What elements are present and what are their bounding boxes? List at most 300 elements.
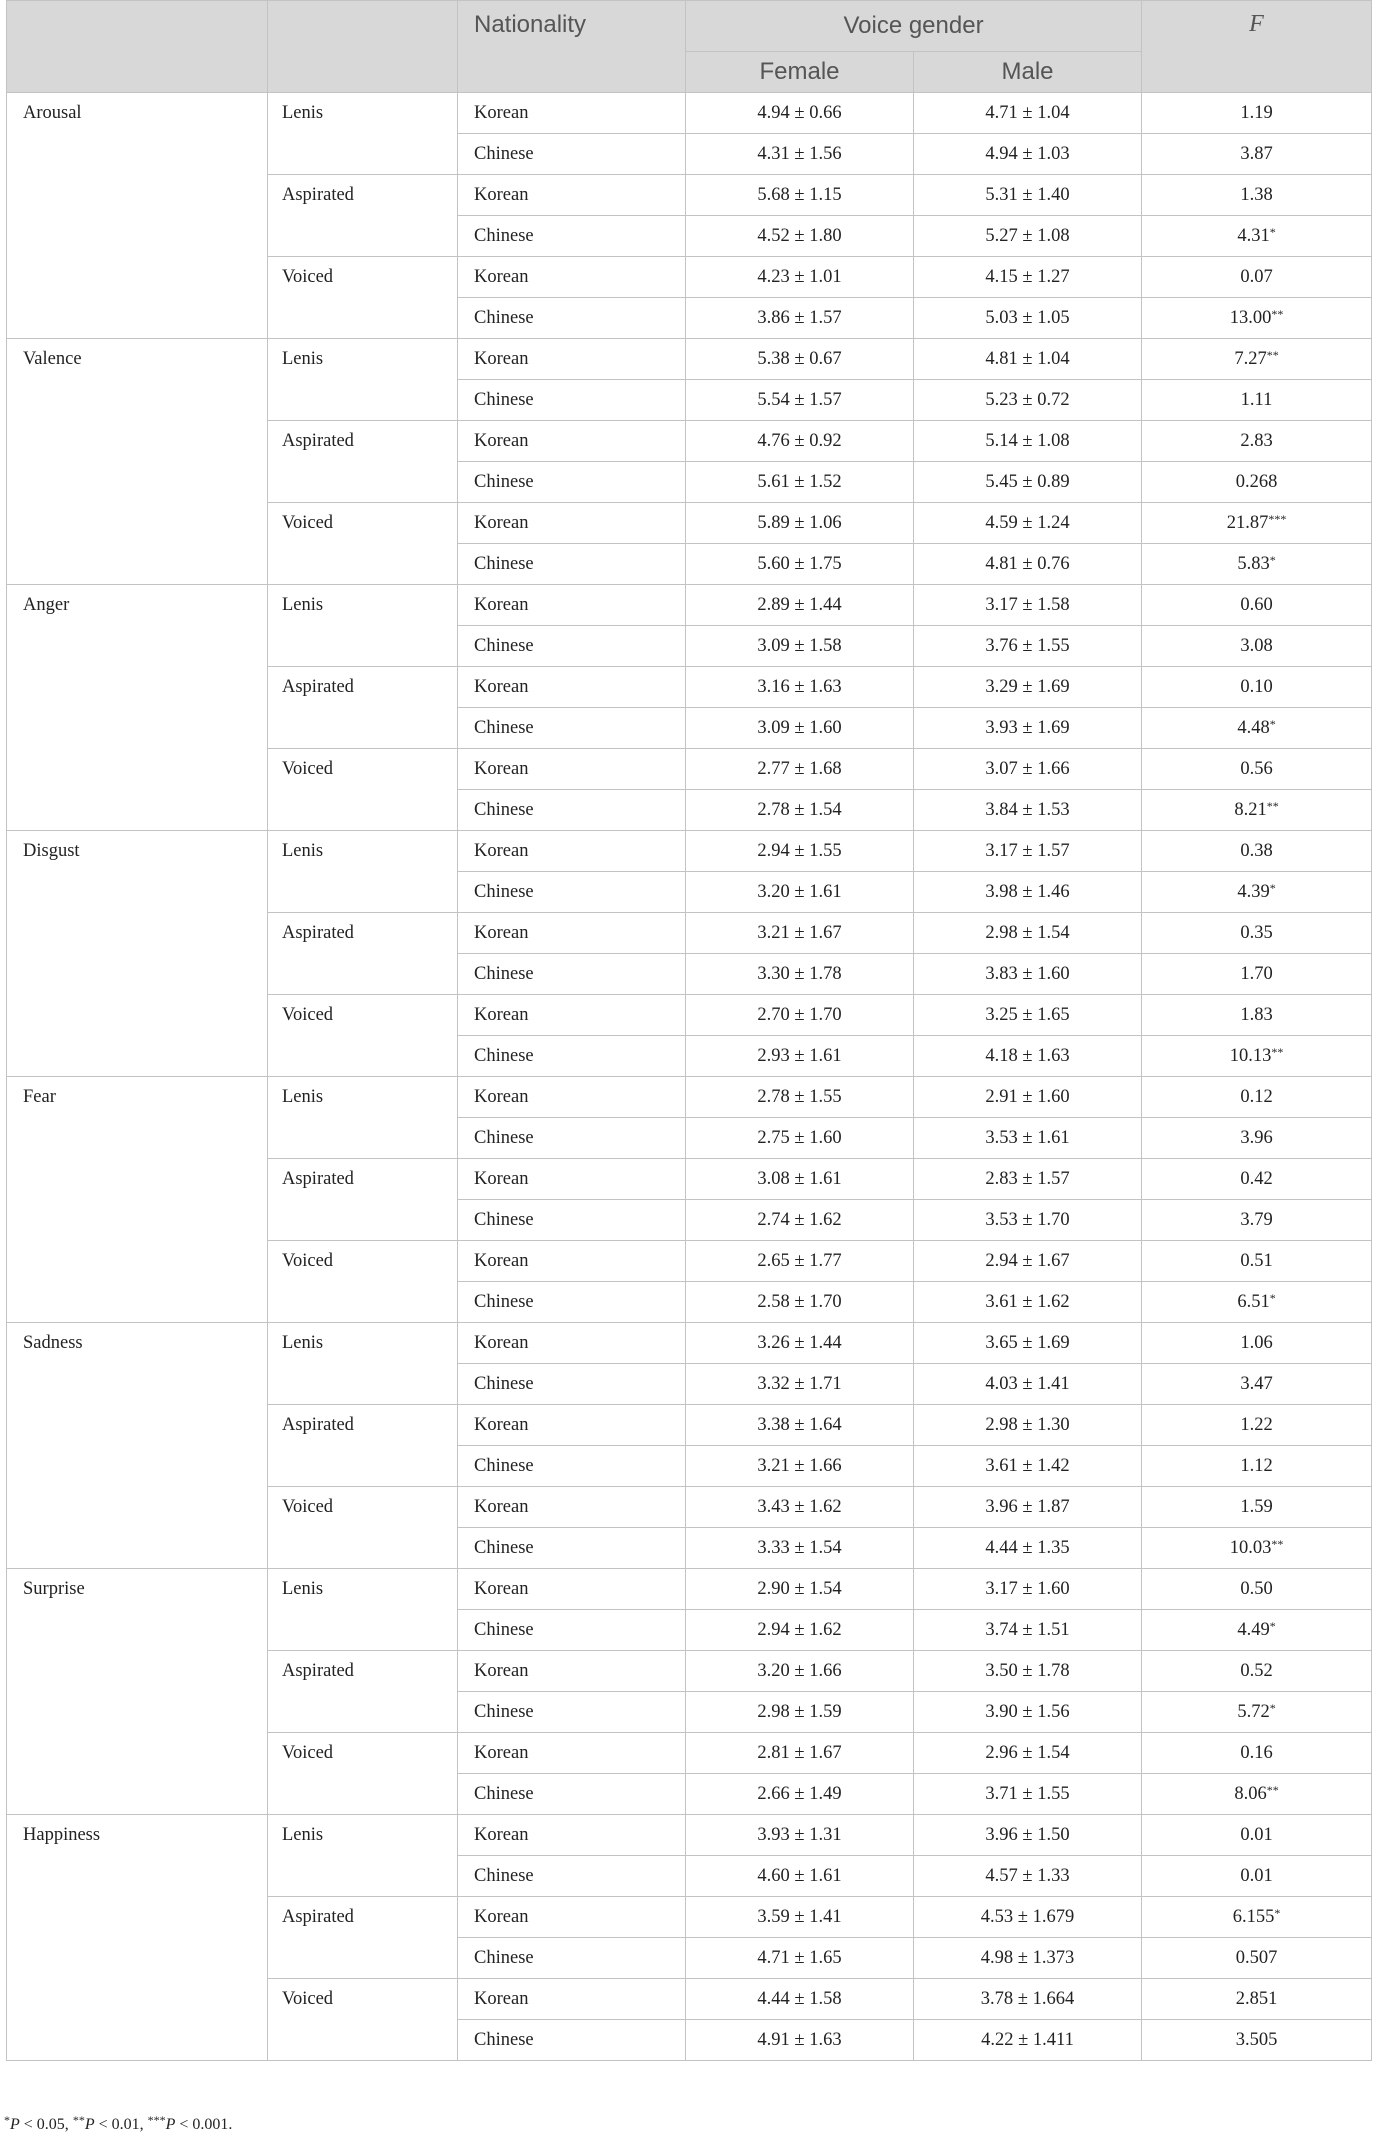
male-score-value: 3.90 ± 1.56 [985,1702,1070,1722]
emotion-label: Sadness [23,1333,83,1353]
male-score-cell [914,1774,1142,1815]
f-statistic-cell [1142,257,1372,298]
female-score-value: 2.90 ± 1.54 [757,1579,842,1599]
f-statistic-cell [1142,667,1372,708]
f-statistic-container [1142,1487,1371,1517]
consonant-type-cell [268,749,458,831]
f-statistic-value: 1.59 [1240,1497,1273,1517]
f-statistic-container [1142,1897,1371,1927]
f-statistic-cell [1142,1651,1372,1692]
male-score-cell [914,421,1142,462]
emotion-cell [7,831,268,1077]
nationality-cell [458,1610,686,1651]
f-statistic-value: 4.49 [1237,1620,1270,1640]
female-score-value: 2.78 ± 1.55 [757,1087,842,1107]
f-statistic-value: 3.505 [1235,2030,1278,2050]
male-score-value: 2.98 ± 1.54 [985,923,1070,943]
nationality-cell [458,790,686,831]
consonant-type-label: Aspirated [282,1907,354,1927]
female-score-cell [686,1979,914,2020]
nationality-cell [458,93,686,134]
female-score-value: 2.66 ± 1.49 [757,1784,842,1804]
female-score-cell [686,1364,914,1405]
nationality-cell [458,1241,686,1282]
header-emotion-blank [7,1,268,93]
male-score-value: 3.17 ± 1.60 [985,1579,1070,1599]
nationality-value: Korean [474,1989,529,2009]
f-statistic-value: 0.268 [1235,472,1278,492]
f-statistic-value: 6.51 [1237,1292,1270,1312]
consonant-type-label: Voiced [282,1005,334,1025]
f-statistic-container [1142,298,1371,328]
male-score-value: 3.65 ± 1.69 [985,1333,1070,1353]
male-score-value: 3.74 ± 1.51 [985,1620,1070,1640]
f-statistic-value: 3.08 [1240,636,1273,656]
nationality-cell [458,1569,686,1610]
nationality-value: Korean [474,1005,529,1025]
f-statistic-container [1142,1364,1371,1394]
male-score-value: 4.71 ± 1.04 [985,103,1070,123]
nationality-cell [458,503,686,544]
female-score-cell [686,667,914,708]
female-score-cell [686,749,914,790]
nationality-value: Korean [474,267,529,287]
f-statistic-cell [1142,1118,1372,1159]
f-statistic-cell [1142,749,1372,790]
nationality-cell [458,749,686,790]
emotion-cell [7,1323,268,1569]
male-score-value: 3.96 ± 1.50 [985,1825,1070,1845]
f-statistic-cell [1142,1446,1372,1487]
nationality-value: Chinese [474,1374,534,1394]
header-f-statistic: F [1142,1,1372,93]
male-score-value: 2.96 ± 1.54 [985,1743,1070,1763]
female-score-value: 3.38 ± 1.64 [757,1415,842,1435]
female-score-value: 3.33 ± 1.54 [757,1538,842,1558]
nationality-value: Chinese [474,1620,534,1640]
significance-marker: * [1269,225,1276,239]
emotion-cell [7,1815,268,2061]
male-score-value: 2.94 ± 1.67 [985,1251,1070,1271]
consonant-type-label: Lenis [282,349,324,369]
nationality-value: Chinese [474,1128,534,1148]
nationality-value: Chinese [474,1538,534,1558]
consonant-type-cell [268,831,458,913]
f-statistic-container [1142,2020,1371,2050]
footnote-p-1: P [10,2116,20,2133]
nationality-cell [458,626,686,667]
male-score-value: 4.53 ± 1.679 [980,1907,1075,1927]
nationality-cell [458,175,686,216]
consonant-type-cell [268,1241,458,1323]
nationality-cell [458,216,686,257]
female-score-value: 3.21 ± 1.67 [757,923,842,943]
nationality-cell [458,1323,686,1364]
male-score-cell [914,872,1142,913]
f-statistic-value: 0.56 [1240,759,1273,779]
nationality-value: Korean [474,759,529,779]
nationality-cell [458,2020,686,2061]
nationality-cell [458,667,686,708]
f-statistic-container [1142,1036,1371,1066]
female-score-value: 3.08 ± 1.61 [757,1169,842,1189]
female-score-value: 3.20 ± 1.61 [757,882,842,902]
f-statistic-value: 4.31 [1237,226,1270,246]
male-score-value: 4.81 ± 0.76 [985,554,1070,574]
male-score-cell [914,790,1142,831]
f-statistic-value: 0.51 [1240,1251,1273,1271]
f-statistic-container [1142,831,1371,861]
male-score-cell [914,749,1142,790]
consonant-type-cell [268,1979,458,2061]
female-score-value: 2.70 ± 1.70 [757,1005,842,1025]
consonant-type-label: Aspirated [282,677,354,697]
f-statistic-cell [1142,1610,1372,1651]
f-statistic-value: 0.01 [1240,1866,1273,1886]
consonant-type-cell [268,1323,458,1405]
f-statistic-value: 1.11 [1240,390,1273,410]
f-statistic-value: 0.12 [1240,1087,1273,1107]
consonant-type-cell [268,339,458,421]
nationality-cell [458,421,686,462]
male-score-value: 3.61 ± 1.62 [985,1292,1070,1312]
male-score-cell [914,831,1142,872]
consonant-type-label: Voiced [282,1743,334,1763]
f-statistic-value: 8.21 [1234,800,1267,820]
f-statistic-value: 3.96 [1240,1128,1273,1148]
male-score-cell [914,1897,1142,1938]
f-statistic-container [1142,462,1371,492]
footnote-text-1: < 0.05, [19,2116,73,2133]
f-statistic-container [1142,1856,1371,1886]
male-score-value: 5.03 ± 1.05 [985,308,1070,328]
male-score-value: 3.25 ± 1.65 [985,1005,1070,1025]
table-row [7,585,1372,626]
male-score-value: 4.18 ± 1.63 [985,1046,1070,1066]
female-score-value: 2.75 ± 1.60 [757,1128,842,1148]
nationality-cell [458,1200,686,1241]
male-score-cell [914,1323,1142,1364]
nationality-value: Korean [474,1579,529,1599]
significance-marker: ** [1266,348,1279,362]
nationality-value: Korean [474,841,529,861]
male-score-cell [914,1692,1142,1733]
female-score-cell [686,1323,914,1364]
f-statistic-container [1142,995,1371,1025]
f-statistic-cell [1142,1364,1372,1405]
male-score-cell [914,1364,1142,1405]
consonant-type-cell [268,1159,458,1241]
f-statistic-cell [1142,462,1372,503]
f-statistic-container [1142,1815,1371,1845]
male-score-value: 4.94 ± 1.03 [985,144,1070,164]
nationality-cell [458,1897,686,1938]
female-score-value: 5.61 ± 1.52 [757,472,842,492]
male-score-value: 3.53 ± 1.61 [985,1128,1070,1148]
f-statistic-container [1142,749,1371,779]
f-statistic-value: 3.87 [1240,144,1273,164]
emotion-cell [7,1077,268,1323]
female-score-value: 3.43 ± 1.62 [757,1497,842,1517]
f-statistic-value: 10.03 [1229,1538,1272,1558]
female-score-value: 4.44 ± 1.58 [757,1989,842,2009]
f-statistic-cell [1142,1692,1372,1733]
emotion-label: Anger [23,595,70,615]
nationality-cell [458,380,686,421]
f-statistic-container [1142,134,1371,164]
nationality-value: Korean [474,1743,529,1763]
male-score-cell [914,1733,1142,1774]
female-score-cell [686,708,914,749]
male-score-cell [914,339,1142,380]
male-score-cell [914,1118,1142,1159]
consonant-type-label: Aspirated [282,431,354,451]
f-statistic-container [1142,503,1371,533]
nationality-cell [458,1487,686,1528]
nationality-value: Chinese [474,472,534,492]
male-score-cell [914,1610,1142,1651]
f-statistic-container [1142,1282,1371,1312]
male-score-cell [914,667,1142,708]
f-statistic-container [1142,1446,1371,1476]
female-score-value: 5.89 ± 1.06 [757,513,842,533]
significance-marker: ** [1271,1537,1284,1551]
f-statistic-value: 0.16 [1240,1743,1273,1763]
female-score-value: 2.74 ± 1.62 [757,1210,842,1230]
male-score-value: 3.17 ± 1.57 [985,841,1070,861]
significance-marker: ** [1271,307,1284,321]
footnote-sig-2: ** [72,2113,85,2127]
f-statistic-cell [1142,1282,1372,1323]
female-score-value: 4.76 ± 0.92 [757,431,842,451]
female-score-cell [686,2020,914,2061]
female-score-cell [686,1897,914,1938]
significance-footnote [4,2113,233,2134]
table-container [6,0,1371,2061]
f-statistic-container [1142,1569,1371,1599]
male-score-value: 4.22 ± 1.411 [981,2030,1074,2050]
nationality-value: Korean [474,1825,529,1845]
f-statistic-value: 1.06 [1240,1333,1273,1353]
consonant-type-label: Aspirated [282,185,354,205]
female-score-cell [686,1651,914,1692]
f-statistic-cell [1142,1487,1372,1528]
nationality-value: Chinese [474,554,534,574]
significance-marker: * [1274,1906,1281,1920]
nationality-value: Korean [474,513,529,533]
nationality-value: Korean [474,1087,529,1107]
female-score-cell [686,585,914,626]
consonant-type-label: Voiced [282,267,334,287]
male-score-cell [914,1938,1142,1979]
f-statistic-cell [1142,913,1372,954]
nationality-cell [458,1774,686,1815]
significance-marker: * [1269,553,1276,567]
female-score-value: 4.60 ± 1.61 [757,1866,842,1886]
female-score-cell [686,790,914,831]
f-statistic-value: 8.06 [1234,1784,1267,1804]
f-statistic-container [1142,1323,1371,1353]
f-statistic-container [1142,790,1371,820]
consonant-type-cell [268,503,458,585]
male-score-cell [914,216,1142,257]
consonant-type-label: Lenis [282,841,324,861]
f-statistic-container [1142,872,1371,902]
f-statistic-container [1142,954,1371,984]
nationality-value: Korean [474,1333,529,1353]
footnote-sig-3: *** [147,2113,166,2127]
female-score-value: 3.16 ± 1.63 [757,677,842,697]
male-score-cell [914,1241,1142,1282]
male-score-value: 3.78 ± 1.664 [980,1989,1075,2009]
f-statistic-value: 10.13 [1229,1046,1272,1066]
f-statistic-container [1142,1528,1371,1558]
nationality-cell [458,954,686,995]
nationality-cell [458,708,686,749]
nationality-cell [458,1364,686,1405]
f-statistic-value: 3.47 [1240,1374,1273,1394]
nationality-value: Korean [474,595,529,615]
male-score-value: 3.84 ± 1.53 [985,800,1070,820]
f-statistic-cell [1142,1897,1372,1938]
significance-marker: * [1269,717,1276,731]
f-statistic-value: 0.10 [1240,677,1273,697]
f-statistic-container [1142,216,1371,246]
consonant-type-cell [268,1897,458,1979]
female-score-value: 4.52 ± 1.80 [757,226,842,246]
consonant-type-label: Aspirated [282,1415,354,1435]
f-statistic-cell [1142,1938,1372,1979]
f-statistic-cell [1142,2020,1372,2061]
male-score-value: 3.29 ± 1.69 [985,677,1070,697]
female-score-value: 3.21 ± 1.66 [757,1456,842,1476]
significance-marker: * [1269,1291,1276,1305]
nationality-cell [458,1528,686,1569]
nationality-cell [458,995,686,1036]
male-score-value: 3.83 ± 1.60 [985,964,1070,984]
male-score-cell [914,134,1142,175]
male-score-value: 4.59 ± 1.24 [985,513,1070,533]
female-score-cell [686,831,914,872]
emotion-cell [7,93,268,339]
nationality-cell [458,1733,686,1774]
f-statistic-cell [1142,1405,1372,1446]
male-score-value: 5.27 ± 1.08 [985,226,1070,246]
f-statistic-container [1142,93,1371,123]
female-score-cell [686,1774,914,1815]
female-score-cell [686,1077,914,1118]
nationality-value: Korean [474,1415,529,1435]
footnote-p-2: P [84,2116,95,2133]
female-score-value: 3.30 ± 1.78 [757,964,842,984]
header-nationality: Nationality [458,1,686,93]
header-type-blank [268,1,458,93]
table-header [7,1,1372,93]
nationality-cell [458,298,686,339]
female-score-cell [686,1733,914,1774]
female-score-value: 3.09 ± 1.58 [757,636,842,656]
nationality-value: Korean [474,431,529,451]
female-score-cell [686,1569,914,1610]
f-statistic-cell [1142,421,1372,462]
male-score-cell [914,1487,1142,1528]
nationality-value: Korean [474,1497,529,1517]
emotion-label: Fear [23,1087,56,1107]
f-statistic-cell [1142,380,1372,421]
f-statistic-container [1142,257,1371,287]
nationality-value: Korean [474,1907,529,1927]
female-score-value: 3.09 ± 1.60 [757,718,842,738]
emotion-cell [7,339,268,585]
f-statistic-cell [1142,1528,1372,1569]
nationality-value: Korean [474,1661,529,1681]
male-score-cell [914,298,1142,339]
female-score-value: 4.94 ± 0.66 [757,103,842,123]
nationality-cell [458,134,686,175]
f-statistic-container [1142,667,1371,697]
male-score-cell [914,708,1142,749]
f-statistic-container [1142,1774,1371,1804]
female-score-cell [686,954,914,995]
female-score-value: 5.68 ± 1.15 [757,185,842,205]
nationality-cell [458,1405,686,1446]
female-score-cell [686,503,914,544]
consonant-type-label: Voiced [282,1989,334,2009]
nationality-value: Chinese [474,800,534,820]
f-statistic-value: 0.60 [1240,595,1273,615]
nationality-cell [458,1938,686,1979]
nationality-value: Chinese [474,882,534,902]
male-score-value: 4.15 ± 1.27 [985,267,1070,287]
male-score-cell [914,1159,1142,1200]
male-score-cell [914,1282,1142,1323]
male-score-value: 3.53 ± 1.70 [985,1210,1070,1230]
consonant-type-cell [268,667,458,749]
table-row [7,339,1372,380]
emotion-cell [7,585,268,831]
consonant-type-label: Lenis [282,1579,324,1599]
male-score-cell [914,1528,1142,1569]
footnote-p-3: P [165,2116,176,2133]
male-score-value: 4.57 ± 1.33 [985,1866,1070,1886]
male-score-value: 5.45 ± 0.89 [985,472,1070,492]
female-score-value: 4.31 ± 1.56 [757,144,842,164]
male-score-value: 4.98 ± 1.373 [980,1948,1075,1968]
consonant-type-cell [268,175,458,257]
female-score-cell [686,1938,914,1979]
female-score-cell [686,1856,914,1897]
f-statistic-container [1142,1733,1371,1763]
table-row [7,831,1372,872]
female-score-cell [686,175,914,216]
male-score-cell [914,1036,1142,1077]
f-statistic-cell [1142,585,1372,626]
nationality-cell [458,1651,686,1692]
female-score-cell [686,1692,914,1733]
nationality-value: Chinese [474,1948,534,1968]
f-statistic-cell [1142,872,1372,913]
female-score-cell [686,257,914,298]
f-statistic-container [1142,339,1371,369]
nationality-value: Chinese [474,144,534,164]
male-score-cell [914,626,1142,667]
nationality-cell [458,462,686,503]
male-score-value: 3.71 ± 1.55 [985,1784,1070,1804]
nationality-value: Chinese [474,1866,534,1886]
f-statistic-container [1142,1241,1371,1271]
nationality-value: Korean [474,103,529,123]
female-score-cell [686,1036,914,1077]
